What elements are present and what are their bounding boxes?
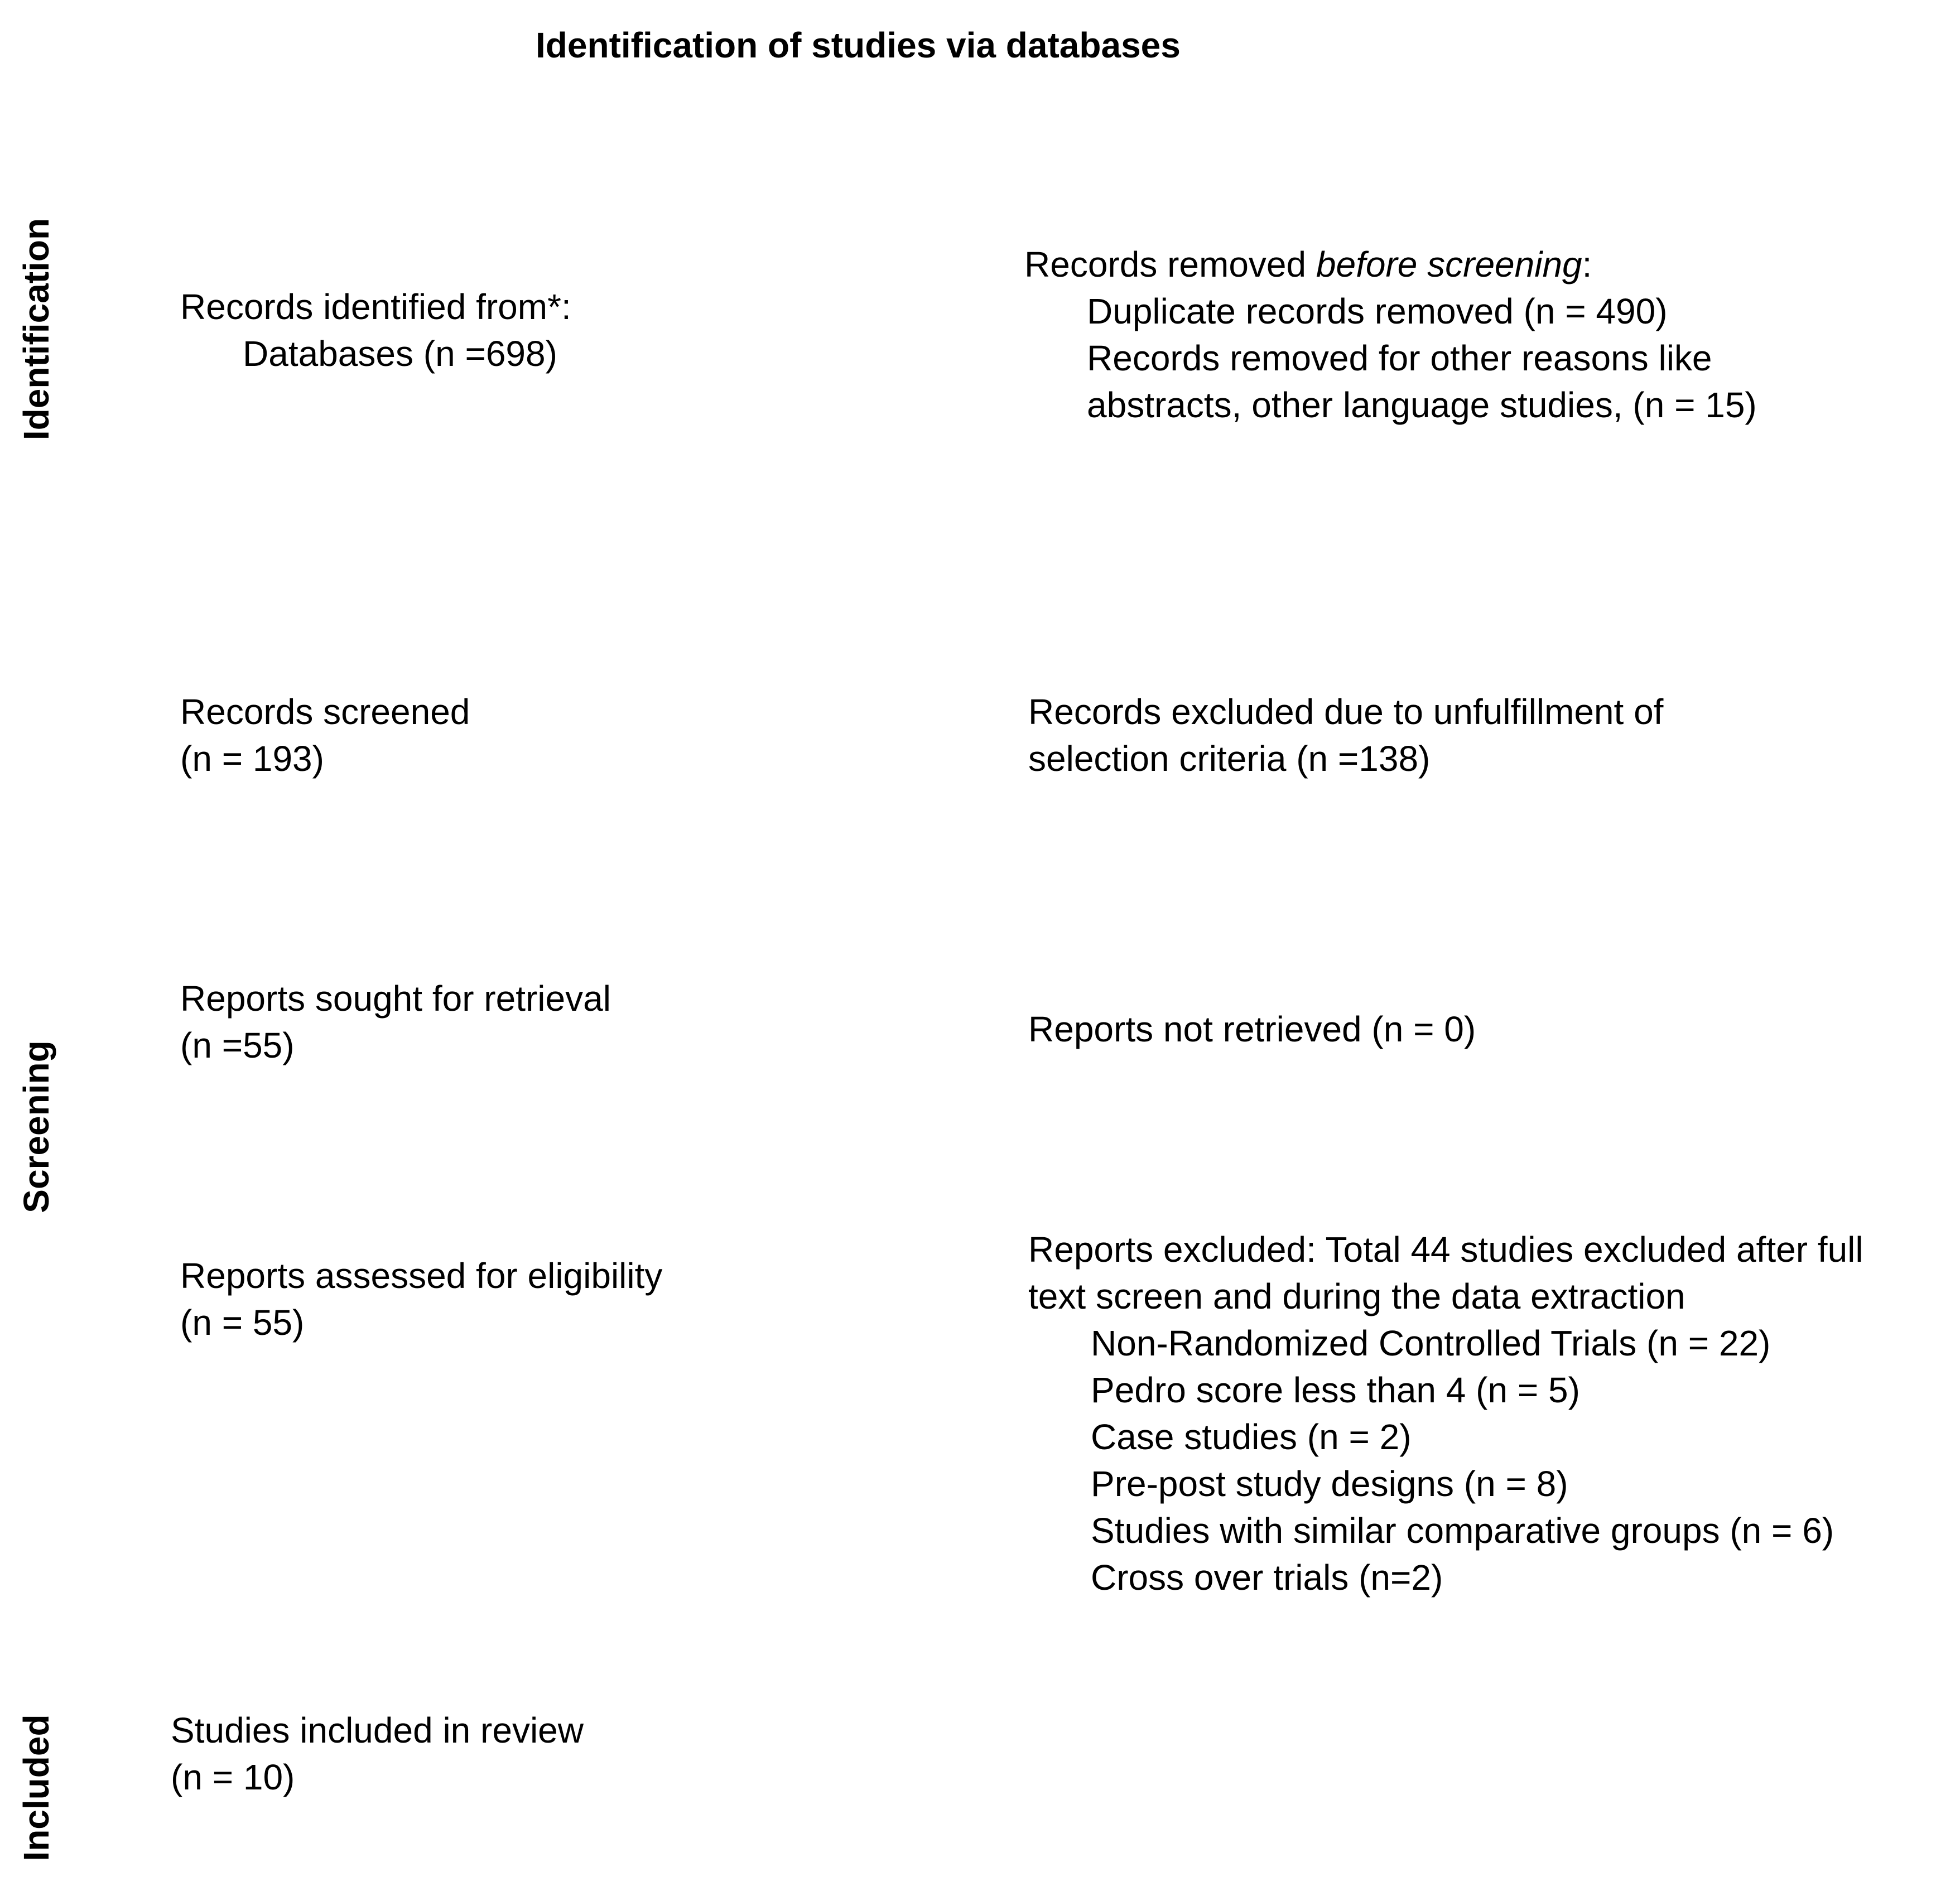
reports-excluded-line1: Reports excluded: Total 44 studies excluded after full [1028,1229,1863,1270]
stage-label-identification: Identification [16,218,56,441]
exclusion-reason: Studies with similar comparative groups (n = 6) [1091,1511,1834,1551]
stage-label-included: Included [16,1714,56,1861]
other-reasons-line2: abstracts, other language studies, (n = 15) [1087,385,1757,425]
records-identified-box [180,283,571,377]
records-identified-heading: Records identified from*: [180,287,571,327]
studies-included-label: Studies included in review [171,1710,584,1750]
exclusion-reason: Cross over trials (n=2) [1091,1557,1443,1598]
duplicates-removed: Duplicate records removed (n = 490) [1087,291,1668,331]
reports-assessed-count: (n = 55) [180,1302,305,1343]
diagram-title: Identification of studies via databases [536,25,1181,65]
records-excluded-line2: selection criteria (n =138) [1028,739,1431,779]
exclusion-reason: Non-Randomized Controlled Trials (n = 22) [1091,1323,1771,1363]
reports-not-retrieved-box [1028,1006,1476,1053]
records-removed-heading: Records removed before screening: [1024,244,1592,284]
studies-included-box [171,1707,584,1801]
studies-included-count: (n = 10) [171,1757,295,1797]
reports-excluded-box [1028,1226,1863,1601]
exclusion-reason: Pre-post study designs (n = 8) [1091,1464,1568,1504]
reports-assessed-box [180,1252,662,1346]
records-excluded-box [1028,688,1663,782]
reports-excluded-line2: text screen and during the data extraction [1028,1276,1685,1316]
exclusion-reason: Case studies (n = 2) [1091,1417,1412,1457]
records-screened-count: (n = 193) [180,739,324,779]
reports-sought-count: (n =55) [180,1025,295,1065]
reports-not-retrieved-label: Reports not retrieved (n = 0) [1028,1009,1476,1049]
reports-sought-box [180,975,611,1069]
stage-label-screening: Screening [16,1040,56,1213]
records-screened-label: Records screened [180,692,470,732]
other-reasons-line1: Records removed for other reasons like [1087,338,1712,378]
reports-sought-label: Reports sought for retrieval [180,978,611,1019]
exclusion-reason: Pedro score less than 4 (n = 5) [1091,1370,1580,1410]
records-excluded-line1: Records excluded due to unfulfillment of [1028,692,1664,732]
records-screened-box [180,688,470,782]
reports-assessed-label: Reports assessed for eligibility [180,1256,663,1296]
records-removed-box [1024,241,1757,428]
databases-count: Databases (n =698) [243,334,557,374]
